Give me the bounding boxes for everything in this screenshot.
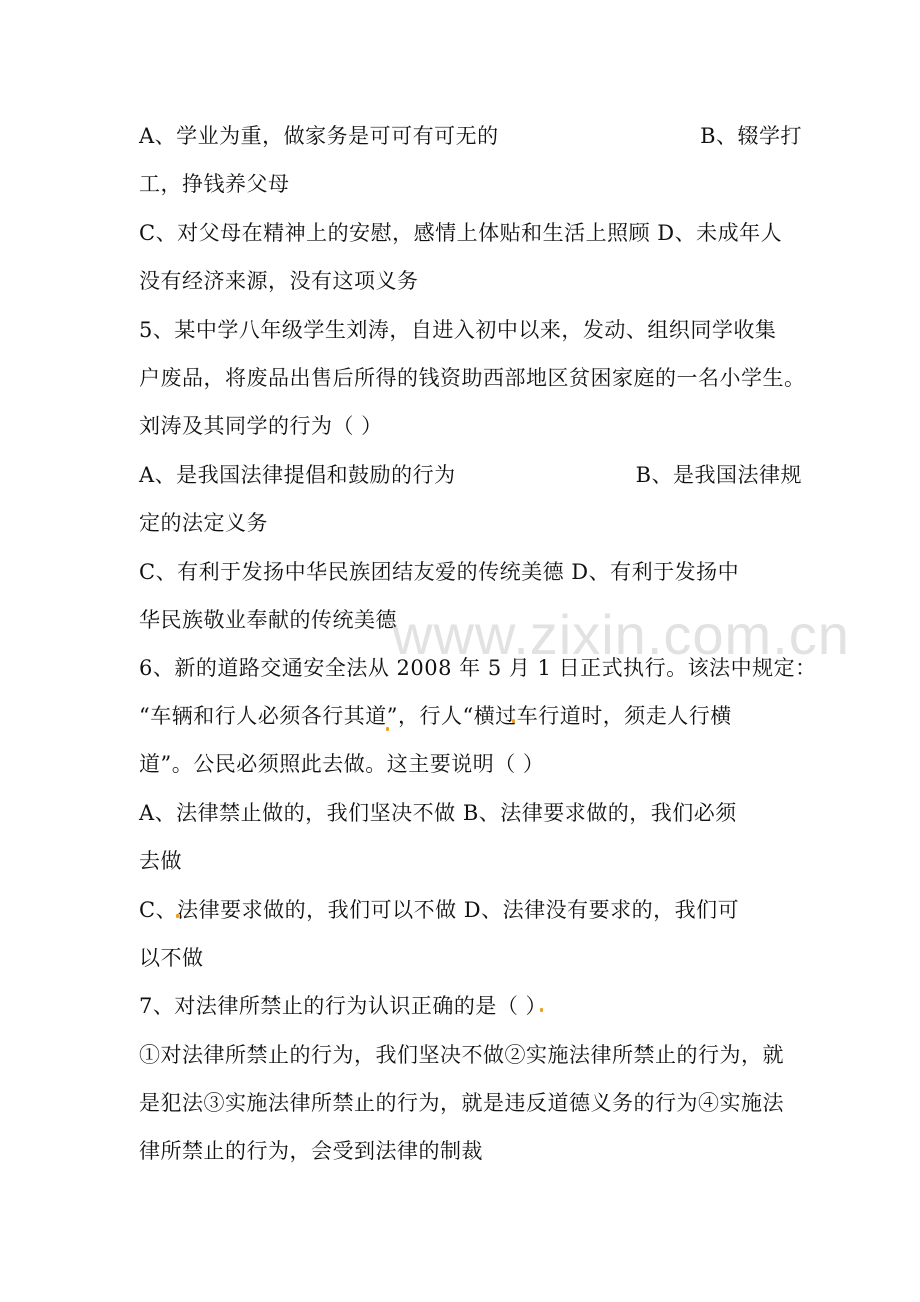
text-line: C、法律要求做的，我们可以不做 D、法律没有要求的，我们可 — [139, 898, 740, 922]
text-line: 刘涛及其同学的行为（ ） — [139, 414, 383, 438]
option-b: B、辍学打 — [700, 124, 802, 148]
text-line: 去做 — [139, 849, 182, 873]
text-line: 工，挣钱养父母 — [139, 172, 290, 196]
text-line: “车辆和行人必须各行其道”，行人“横过车行道时，须走人行横 — [139, 704, 732, 728]
text-line: A、法律禁止做的，我们坚决不做 B、法律要求做的，我们必须 — [139, 801, 737, 825]
question-6: 6、新的道路交通安全法从 2008 年 5 月 1 日正式执行。该法中规定： — [139, 656, 817, 680]
text-line: C、有利于发扬中华民族团结友爱的传统美德 D、有利于发扬中 — [139, 560, 740, 584]
q4-option-a-b — [139, 121, 802, 151]
text-line: 律所禁止的行为，会受到法律的制裁 — [139, 1139, 483, 1163]
text-line: ①对法律所禁止的行为，我们坚决不做②实施法律所禁止的行为，就 — [139, 1043, 784, 1067]
text-line: 户废品，将废品出售后所得的钱资助西部地区贫困家庭的一名小学生。 — [139, 366, 806, 390]
watermark: www.zixin.com.cn — [392, 603, 850, 666]
option-b: B、是我国法律规 — [635, 463, 802, 487]
text-line: 以不做 — [139, 946, 204, 970]
option-a: A、学业为重，做家务是可可有可无的 — [139, 124, 499, 148]
option-a: A、是我国法律提倡和鼓励的行为 — [139, 463, 456, 487]
text-line: 是犯法③实施法律所禁止的行为，就是违反道德义务的行为④实施法 — [139, 1091, 784, 1115]
text-line: 道”。公民必须照此去做。这主要说明（ ） — [139, 752, 545, 776]
question-7: 7、对法律所禁止的行为认识正确的是（ ） — [139, 994, 548, 1018]
text-line: C、对父母在精神上的安慰，感情上体贴和生活上照顾 D、未成年人 — [139, 221, 783, 245]
text-line: 华民族敬业奉献的传统美德 — [139, 608, 397, 632]
text-line: 没有经济来源，没有这项义务 — [139, 269, 419, 293]
text-line: 定的法定义务 — [139, 511, 268, 535]
q5-option-a-b — [139, 460, 802, 490]
question-5: 5、某中学八年级学生刘涛，自进入初中以来，发动、组织同学收集 — [139, 318, 777, 342]
